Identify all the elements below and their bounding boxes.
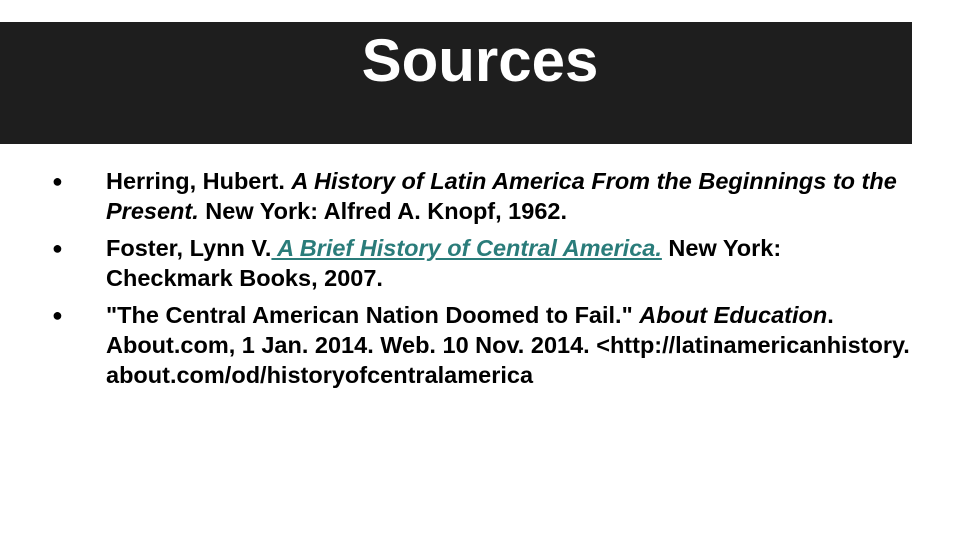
bullet-icon: ●: [52, 171, 63, 191]
source-title: A History of Latin America From the Beginnings to the Present.: [106, 168, 897, 224]
source-url: <http://latinamericanhistory.about.com/od/historyofcentralamerica: [106, 332, 910, 388]
source-publication: New York: Alfred A. Knopf, 1962.: [198, 198, 567, 224]
source-publication: . About.com, 1 Jan. 2014. Web. 10 Nov. 2014.: [106, 302, 834, 358]
source-site: About Education: [639, 302, 828, 328]
source-author: Herring, Hubert.: [106, 168, 292, 194]
source-item-herring: [52, 166, 912, 226]
bullet-icon: ●: [52, 305, 63, 325]
source-publication: New York: Checkmark Books, 2007.: [106, 235, 782, 291]
bullet-icon: ●: [52, 238, 63, 258]
source-article: "The Central American Nation Doomed to Fail.": [106, 302, 640, 328]
source-item-about: [52, 300, 912, 390]
source-title-link[interactable]: A Brief History of Central America.: [271, 235, 662, 261]
source-author: Foster, Lynn V.: [106, 235, 272, 261]
source-item-foster: [52, 233, 912, 293]
slide-title: Sources: [361, 27, 599, 94]
sources-list: [52, 166, 912, 397]
